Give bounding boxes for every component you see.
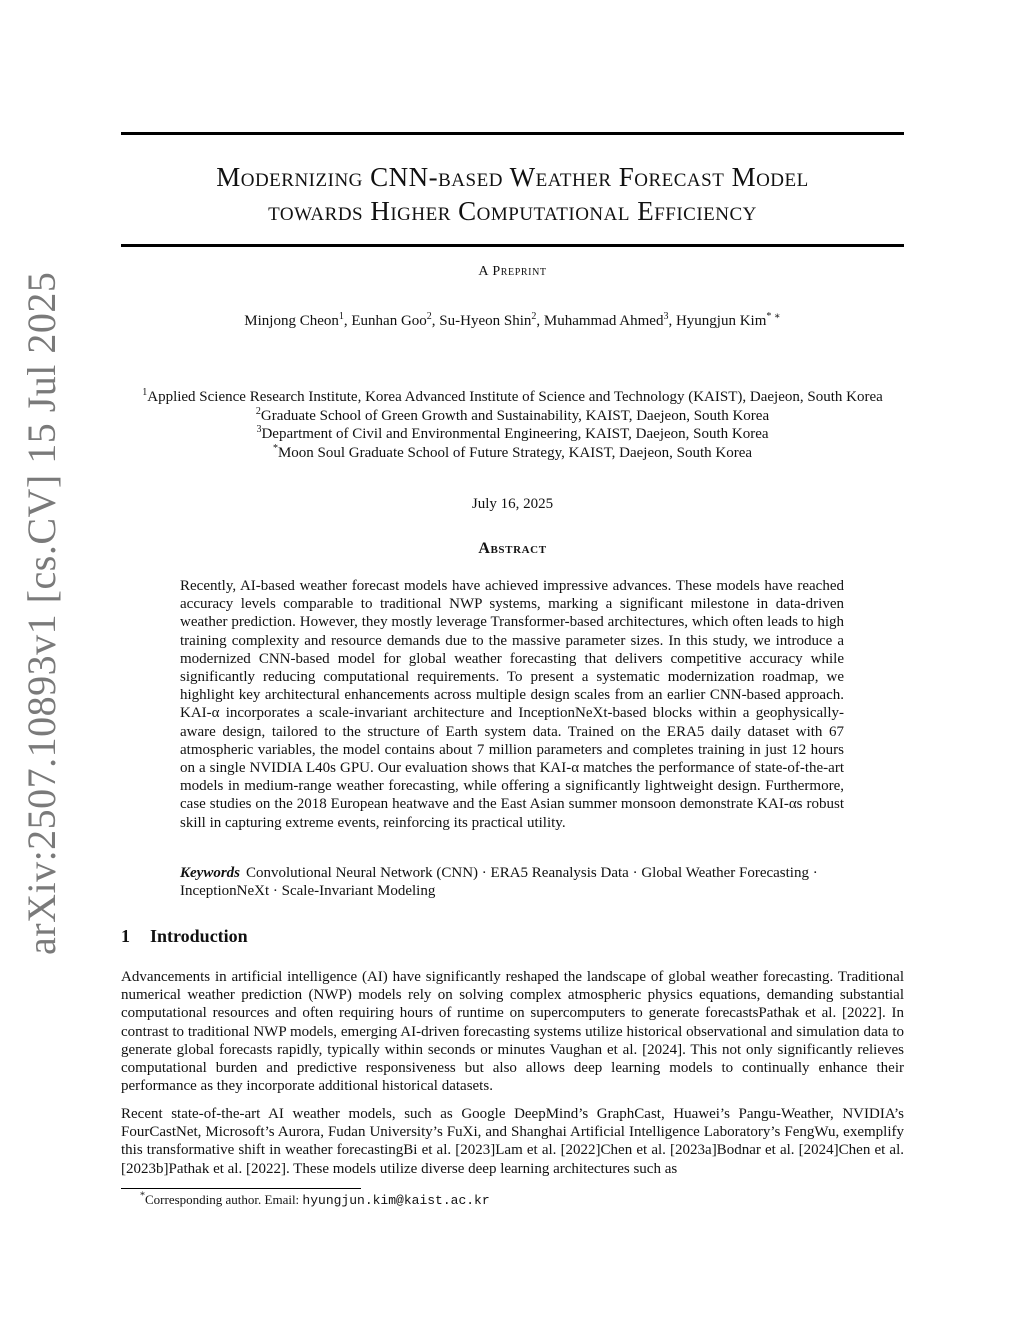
abstract-text: Recently, AI-based weather forecast models have achieved impressive advances. These models have reached accuracy levels comparable to traditional NWP systems, marking a significant milestone in data-driven weather prediction. However, they mostly leverage Transformer-based architectures, which often leads to high training complexity and resource demands due to the massive parameter sizes. In this study, we introduce a modernized CNN-based model for global weather forecasting that delivers competitive accuracy while significantly reducing computational requirements. To present a systematic modernization roadmap, we highlight key architectural enhancements across multiple design scales from an earlier CNN-based approach. KAI-α incorporates a scale-invariant architecture and InceptionNeXt-based blocks within a geophysically-aware design, tailored to the structure of Earth system data. Trained on the ERA5 daily dataset with 67 atmospheric variables, the model contains about 7 million parameters and completes training in just 12 hours on a single NVIDIA L40s GPU. Our evaluation shows that KAI-α matches the performance of state-of-the-art models in medium-range weather forecasting, while offering a significantly lightweight design. Furthermore, case studies on the 2018 European heatwave and the East Asian summer monsoon demonstrate KAI-αs robust skill in capturing extreme events, reinforcing its practical utility. bbox=[180, 578, 844, 831]
body-paragraph: Advancements in artificial intelligence (AI) have significantly reshaped the landscape of global weather forecasting. Traditional numerical weather prediction (NWP) models rely on solving complex atmospheric physics equations, demanding substantial computational resources and often requiring hours of runtime on supercomputers to generate forecastsPathak et al. [2022]. In contrast to traditional NWP models, emerging AI-driven forecasting systems utilize historical observational and simulation data to generate global forecasts rapidly, typically within seconds or minutes Vaughan et al. [2024]. This not only significantly relieves computational burden and predictive responsiveness but also allows deep learning models to continually enhance their performance as they incorporate additional historical datasets. bbox=[121, 969, 904, 1095]
author-name: Eunhan Goo bbox=[351, 313, 427, 329]
footnote-marker: * bbox=[140, 1190, 145, 1202]
keywords-block bbox=[180, 864, 844, 900]
title-top-rule bbox=[121, 132, 904, 135]
affiliation-mark: 1 bbox=[142, 387, 148, 398]
author-list: Minjong Cheon$^1$, Eunhan Goo$^2$, Su-Hyeon Shin$^2$, Muhammad Ahmed$^3$, Hyungjun Kim* ∗ bbox=[244, 311, 781, 329]
keywords-label: Keywords bbox=[180, 865, 240, 881]
body-paragraph: Recent state-of-the-art AI weather models, such as Google DeepMind’s GraphCast, Huawei’s Pangu-Weather, NVIDIA’s FourCastNet, Microsoft’s Aurora, Fudan University’s FuXi, and Shanghai Artificial Intelligence Laboratory’s FengWu, exemplify this transformative shift in weather forecastingBi et al. [2023]Lam et al. [2022]Chen et al. [2023a]Bodnar et al. [2024]Chen et al. [2023b]Pathak et al. [2022]. These models utilize diverse deep learning architectures such as bbox=[121, 1106, 904, 1177]
title-bottom-rule bbox=[121, 244, 904, 247]
section-heading bbox=[121, 926, 248, 947]
footnote-email: hyungjun.kim@kaist.ac.kr bbox=[302, 1193, 490, 1208]
title-line-2: towards Higher Computational Efficiency bbox=[268, 196, 757, 226]
affiliation-text: Department of Civil and Environmental Engineering, KAIST, Daejeon, South Korea bbox=[261, 426, 769, 442]
affiliation-mark: 3 bbox=[256, 424, 262, 435]
footnote bbox=[140, 1192, 490, 1208]
paper-title bbox=[121, 160, 904, 228]
affiliation-item bbox=[121, 388, 904, 407]
author-affiliation-mark: 2 bbox=[531, 311, 537, 322]
affiliation-text: Applied Science Research Institute, Korea Advanced Institute of Science and Technology (KAIST), Daejeon, South Korea bbox=[147, 389, 883, 405]
affiliation-item bbox=[121, 407, 904, 426]
preprint-label: A Preprint bbox=[478, 264, 547, 279]
keywords-text: Convolutional Neural Network (CNN) · ERA5 Reanalysis Data · Global Weather Forecasting · InceptionNeXt · Scale-Invariant Modeling bbox=[180, 865, 818, 900]
abstract-heading: Abstract bbox=[478, 540, 547, 557]
footnote-text: Corresponding author. Email: bbox=[145, 1192, 303, 1207]
author-name: Minjong Cheon bbox=[244, 313, 339, 329]
author-name: Hyungjun Kim bbox=[675, 313, 767, 329]
title-line-1: Modernizing CNN-based Weather Forecast Model bbox=[216, 162, 809, 192]
section-title: Introduction bbox=[150, 926, 248, 946]
affiliation-mark: * bbox=[272, 442, 278, 454]
affiliation-text: Moon Soul Graduate School of Future Strategy, KAIST, Daejeon, South Korea bbox=[277, 444, 753, 461]
author-name: Muhammad Ahmed bbox=[543, 313, 664, 329]
author-name: Su-Hyeon Shin bbox=[439, 313, 532, 329]
arxiv-identifier-stamp: arXiv:2507.10893v1 [cs.CV] 15 Jul 2025 bbox=[19, 271, 64, 955]
author-affiliation-mark: 3 bbox=[663, 311, 669, 322]
section-number: 1 bbox=[121, 926, 130, 946]
publication-date: July 16, 2025 bbox=[471, 496, 554, 512]
affiliation-item bbox=[121, 425, 904, 444]
affiliation-item bbox=[121, 444, 904, 463]
author-affiliation-mark: * ∗ bbox=[766, 311, 781, 322]
affiliation-mark: 2 bbox=[255, 405, 261, 417]
author-affiliation-mark: 1 bbox=[338, 311, 344, 322]
author-affiliation-mark: 2 bbox=[426, 311, 432, 322]
footnote-rule bbox=[121, 1188, 361, 1189]
affiliation-list bbox=[121, 388, 904, 462]
affiliation-text: Graduate School of Green Growth and Sustainability, KAIST, Daejeon, South Korea bbox=[260, 407, 770, 424]
